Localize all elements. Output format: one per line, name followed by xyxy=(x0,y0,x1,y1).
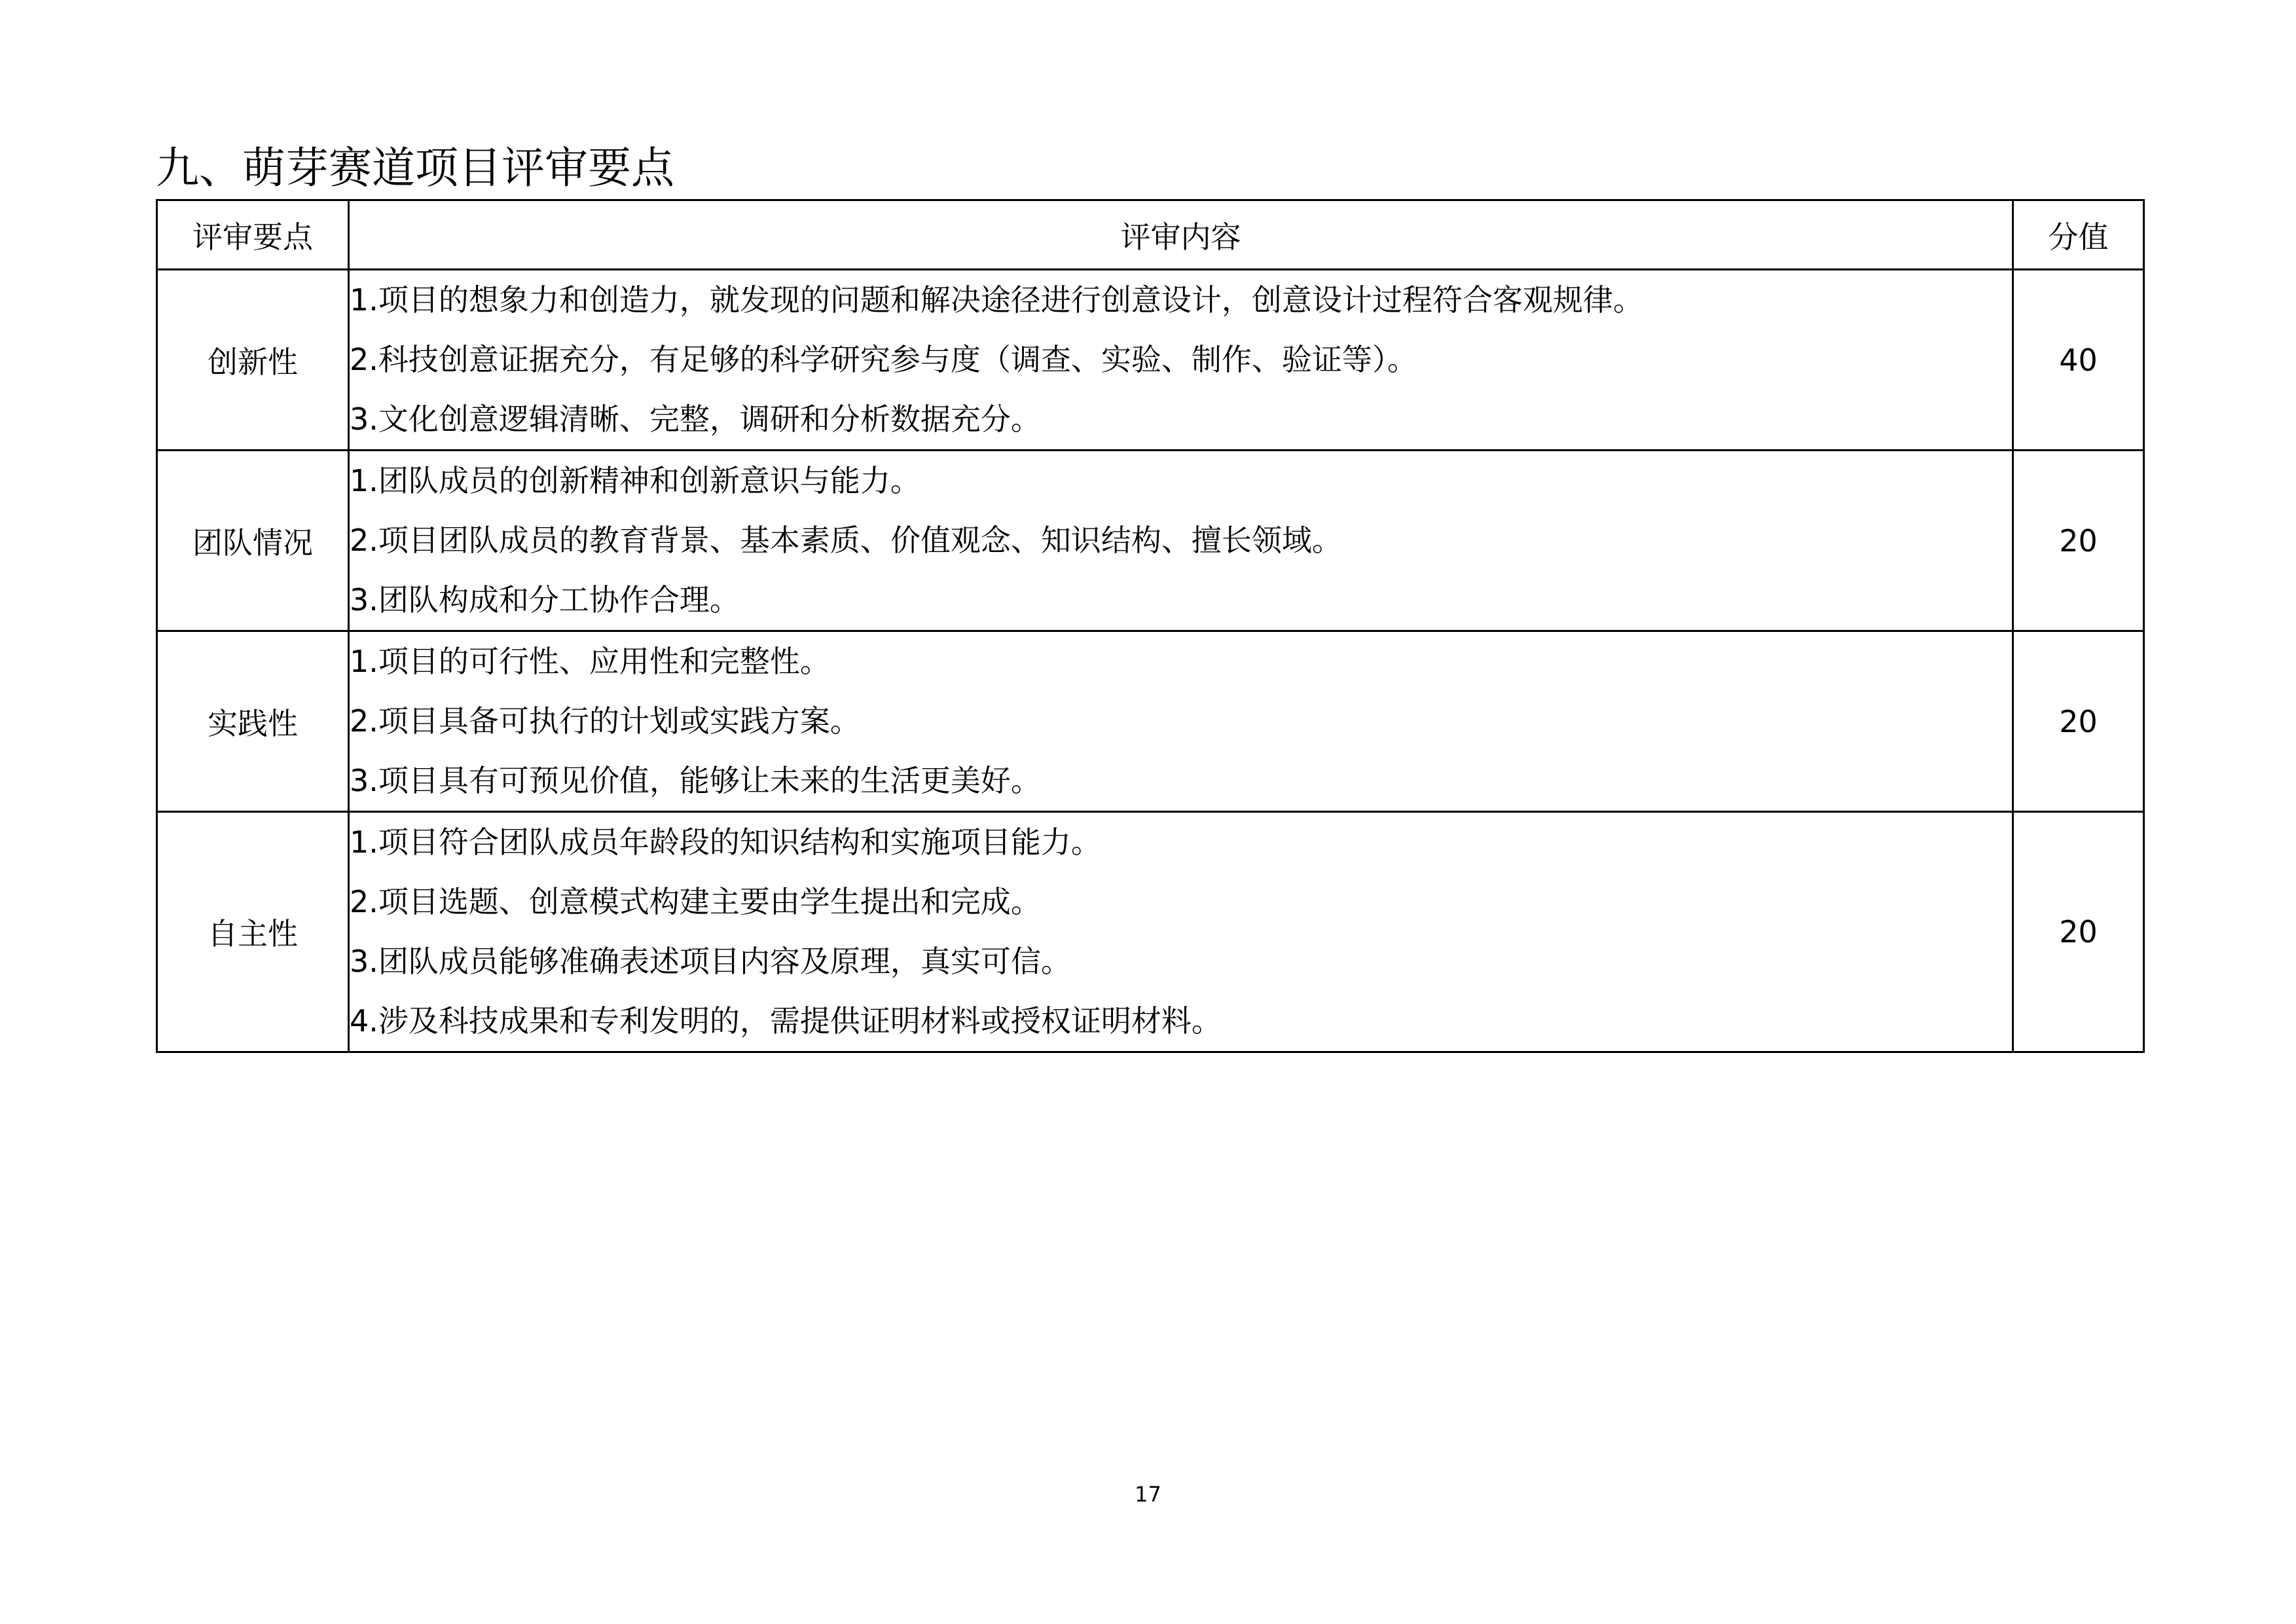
header-score: 分值 xyxy=(2013,200,2144,270)
criterion-content xyxy=(349,270,2013,451)
criterion-score: 20 xyxy=(2013,451,2144,631)
table-row xyxy=(157,270,2144,451)
criterion-score: 40 xyxy=(2013,270,2144,451)
criterion-item: 3.团队成员能够准确表述项目内容及原理，真实可信。 xyxy=(350,944,1071,979)
criterion-content xyxy=(349,451,2013,631)
criterion-item: 1.团队成员的创新精神和创新意识与能力。 xyxy=(350,463,920,498)
criterion-item: 2.项目团队成员的教育背景、基本素质、价值观念、知识结构、擅长领域。 xyxy=(350,523,1342,558)
evaluation-criteria-table xyxy=(156,199,2145,1053)
criterion-name: 创新性 xyxy=(157,270,349,451)
criterion-item: 2.科技创意证据充分，有足够的科学研究参与度（调查、实验、制作、验证等）。 xyxy=(350,342,1417,377)
table-row xyxy=(157,812,2144,1052)
header-content: 评审内容 xyxy=(349,200,2013,270)
criterion-name: 实践性 xyxy=(157,631,349,812)
criterion-item: 1.项目的想象力和创造力，就发现的问题和解决途径进行创意设计，创意设计过程符合客观规律。 xyxy=(350,282,1643,318)
criterion-item: 1.项目的可行性、应用性和完整性。 xyxy=(350,644,830,679)
criterion-item: 4.涉及科技成果和专利发明的，需提供证明材料或授权证明材料。 xyxy=(350,1003,1222,1039)
criterion-item: 2.项目具备可执行的计划或实践方案。 xyxy=(350,703,860,739)
criterion-item: 2.项目选题、创意模式构建主要由学生提出和完成。 xyxy=(350,884,1041,919)
header-point: 评审要点 xyxy=(157,200,349,270)
page-number: 17 xyxy=(1135,1482,1161,1507)
criterion-content xyxy=(349,631,2013,812)
page-title: 九、萌芽赛道项目评审要点 xyxy=(156,143,674,193)
table-row xyxy=(157,451,2144,631)
criterion-name: 自主性 xyxy=(157,812,349,1052)
criterion-score: 20 xyxy=(2013,812,2144,1052)
table-row xyxy=(157,631,2144,812)
criterion-name: 团队情况 xyxy=(157,451,349,631)
criterion-item: 3.团队构成和分工协作合理。 xyxy=(350,582,740,618)
criterion-score: 20 xyxy=(2013,631,2144,812)
criterion-item: 3.文化创意逻辑清晰、完整，调研和分析数据充分。 xyxy=(350,401,1041,437)
table-header-row xyxy=(157,200,2144,270)
criterion-item: 3.项目具有可预见价值，能够让未来的生活更美好。 xyxy=(350,763,1041,798)
criterion-content xyxy=(349,812,2013,1052)
criterion-item: 1.项目符合团队成员年龄段的知识结构和实施项目能力。 xyxy=(350,824,1101,860)
